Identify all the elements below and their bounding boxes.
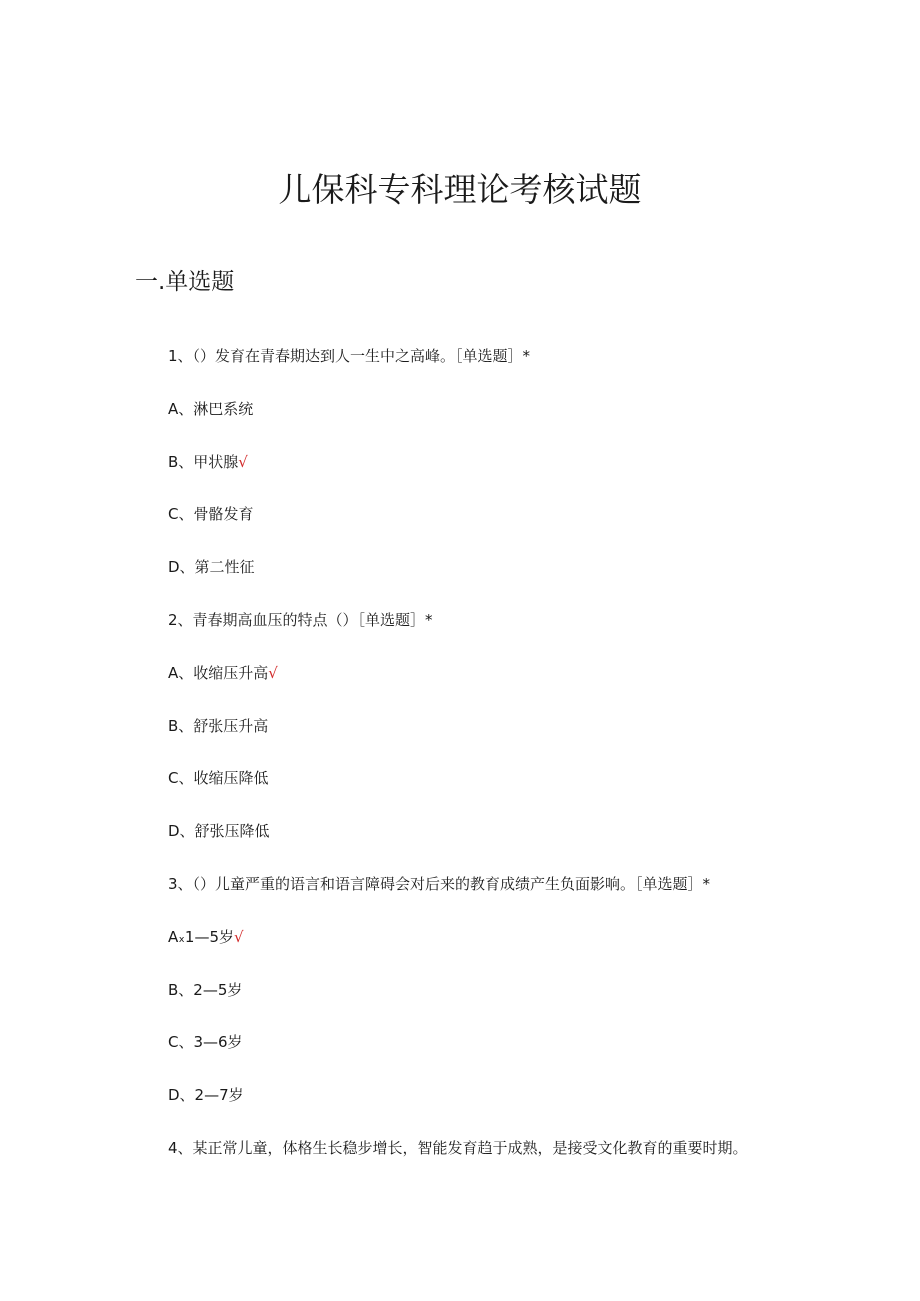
- answer-option: [168, 503, 253, 525]
- option-text: Aₓ1—5岁: [168, 928, 235, 946]
- check-mark-icon: √: [238, 453, 248, 471]
- answer-option: [168, 1084, 244, 1106]
- section-title: 一.单选题: [135, 269, 235, 295]
- option-text: B、甲状腺: [168, 453, 239, 471]
- answer-option: [168, 556, 255, 578]
- answer-option: [168, 820, 270, 842]
- option-text: B、舒张压升高: [168, 717, 269, 735]
- option-text: D、2—7岁: [168, 1086, 244, 1104]
- answer-option: [168, 926, 244, 948]
- document-title: 儿保科专科理论考核试题: [278, 170, 642, 209]
- option-text: C、骨骼发育: [168, 505, 254, 523]
- option-text: A、淋巴系统: [168, 400, 254, 418]
- option-text: D、第二性征: [168, 558, 255, 576]
- option-text: D、舒张压降低: [168, 822, 270, 840]
- answer-option: [168, 767, 268, 789]
- question-prompt: 1、（）发育在青春期达到人一生中之高峰。［单选题］*: [168, 347, 531, 365]
- option-text: C、收缩压降低: [168, 769, 269, 787]
- option-text: C、3—6岁: [168, 1033, 243, 1051]
- answer-option: [168, 715, 268, 737]
- question-prompt: 4、某正常儿童，体格生长稳步增长，智能发育趋于成熟，是接受文化教育的重要时期。: [168, 1139, 748, 1157]
- check-mark-icon: √: [268, 664, 278, 682]
- answer-option: [168, 451, 248, 473]
- check-mark-icon: √: [234, 928, 244, 946]
- answer-option: [168, 1031, 243, 1053]
- answer-option: [168, 662, 278, 684]
- answer-option: [168, 398, 253, 420]
- option-text: B、2—5岁: [168, 981, 243, 999]
- question-prompt: 2、青春期高血压的特点（）［单选题］*: [168, 611, 433, 629]
- answer-option: [168, 979, 242, 1001]
- option-text: A、收缩压升高: [168, 664, 269, 682]
- question-prompt: 3、（）儿童严重的语言和语言障碍会对后来的教育成绩产生负面影响。［单选题］*: [168, 875, 711, 893]
